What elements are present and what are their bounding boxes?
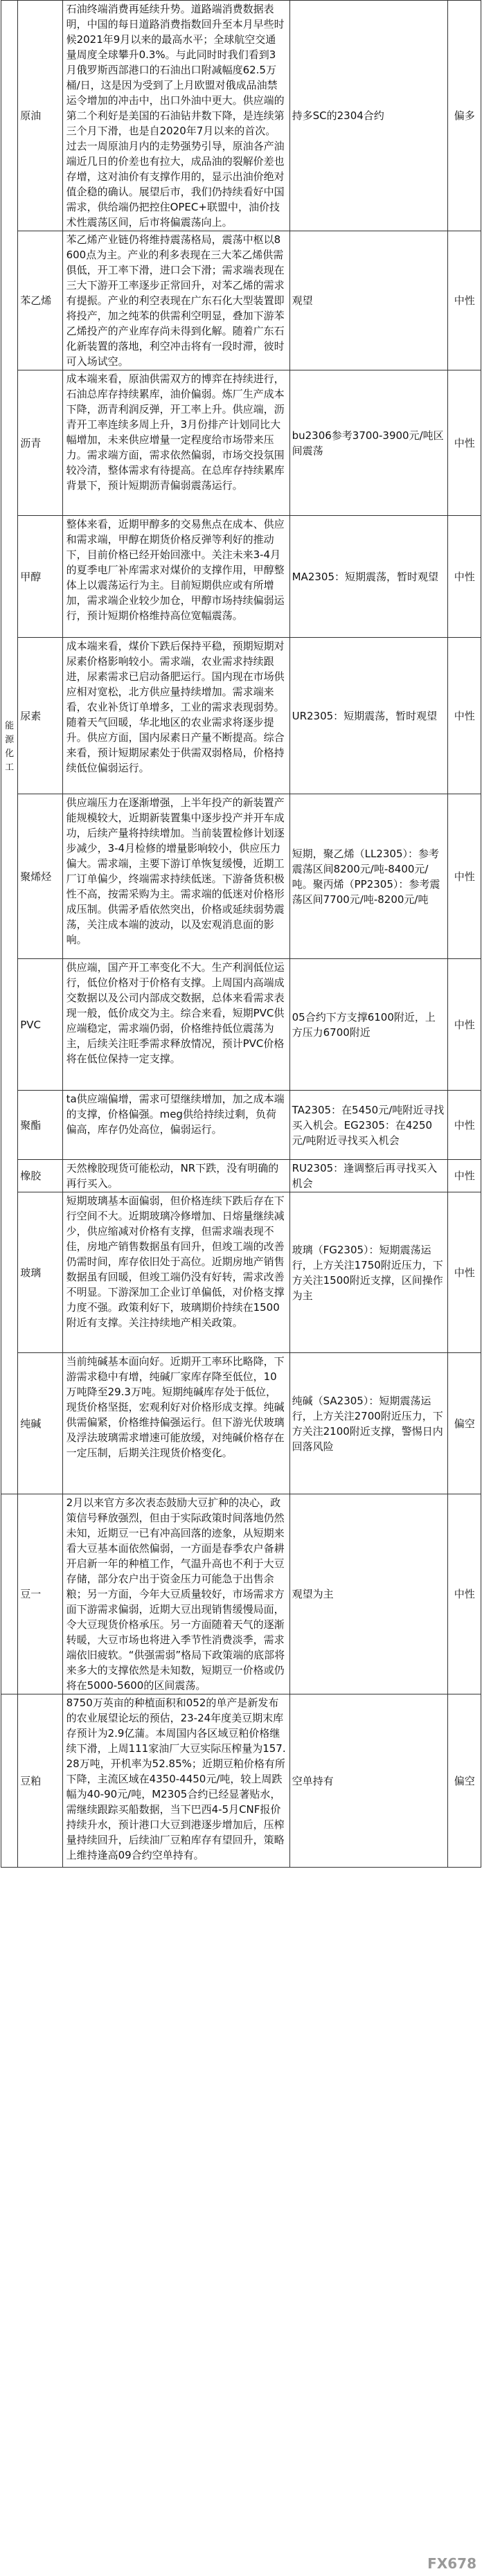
strategy-text: 观望为主: [289, 1494, 448, 1694]
view-label: 中性: [448, 1160, 481, 1192]
strategy-text: 纯碱（SA2305）：短期震荡运行，上方关注2700附近压力，下方关注2100附近支撑，警惕日内回落风险: [289, 1353, 448, 1494]
commodity-name: 苯乙烯: [18, 231, 62, 370]
table-row: [1, 231, 481, 370]
table-row: [1, 370, 481, 516]
view-label: 中性: [448, 370, 481, 516]
analysis-text: 成本端来看，原油供需双方的博弈在持续进行，石油总库存持续累库，油价偏弱。炼厂生产成本下降，沥青利润反弹，开工率上升。供应端，沥青开工率连续多周上升，3月份排产计划同比大幅增加，未来供应增量一定程度给市场带来压力。需求端方面，需求依然偏弱，市场交投氛围较冷清，整体需求有待提高。在总库存持续累库背景下，预计短期沥青偏弱震荡运行。: [62, 370, 289, 516]
commodity-name: 沥青: [18, 370, 62, 516]
table-row: [1, 1353, 481, 1494]
table-row: [1, 1494, 481, 1694]
commodity-name: 尿素: [18, 638, 62, 794]
analysis-text: 整体来看，近期甲醇多的交易焦点在成本、供应和需求端，甲醇在期货价格反弹等利好的推动下，目前价格已经开始回涨中。关注未来3-4月的夏季电厂补库需求对煤价的支撑作用，甲醇整体上以震荡运行为主。目前短期供应或有所增加，需求端企业较少加仓，甲醇市场持续偏弱运行，预计短期价格维持高位宽幅震荡。: [62, 516, 289, 638]
commodity-name: PVC: [18, 959, 62, 1091]
view-label: 偏多: [448, 1, 481, 231]
view-label: 中性: [448, 1091, 481, 1160]
analysis-text: 天然橡胶现货可能松动，NR下跌，没有明确的再行买入。: [62, 1160, 289, 1192]
commodity-name: 聚烯烃: [18, 794, 62, 959]
table-row: [1, 1694, 481, 1868]
view-label: 中性: [448, 516, 481, 638]
table-row: [1, 638, 481, 794]
analysis-text: 当前纯碱基本面向好。近期开工率环比略降，下游需求稳中有增，纯碱厂家库存降至低位，10万吨降至29.3万吨。短期纯碱库存处于低位，现货价格坚挺，宏观利好对价格形成支撑。纯碱供需偏紧，价格维持偏强运行。但下游光伏玻璃及浮法玻璃需求增速可能放缓，对纯碱价格存在一定压制，后期关注现货价格变化。: [62, 1353, 289, 1494]
table-row: [1, 1091, 481, 1160]
strategy-text: TA2305：在5450元/吨附近寻找买入机会。EG2305：在4250元/吨附近寻找买入机会: [289, 1091, 448, 1160]
table-row: [1, 959, 481, 1091]
analysis-text: 短期玻璃基本面偏弱，但价格连续下跌后存在下行空间不大。近期玻璃冷修增加、日熔量继续减少，供应缩减对价格有支撑，但需求端表现不佳，房地产销售数据虽有回升，但竣工端的改善仍需时间，库存依旧处于高位。近期房地产销售数据虽有回暖，但竣工端仍没有好转，需求改善不明显。下游深加工企业订单偏低，对价格支撑力度不强。政策利好下，玻璃期价持续在1500附近有支撑。关注持续地产相关政策。: [62, 1192, 289, 1353]
strategy-text: 玻璃（FG2305）：短期震荡运行，上方关注1750附近压力，下方关注1500附近支撑，区间操作为主: [289, 1192, 448, 1353]
view-label: 偏空: [448, 1353, 481, 1494]
analysis-text: 2月以来官方多次表态鼓励大豆扩种的决心，政策信号释放强烈，但由于实际政策时间落地仍然未知，近期豆一已有冲高回落的迹象，从短期来看大豆基本面依然偏弱，一方面是春季农户备耕开启新一年的种植工作，气温升高也不利于大豆存储，部分农户出于资金压力可能急于出售余粮；另一方面，今年大豆质量较好，市场需求方面下游需求偏弱，近期大豆出现销售缓慢局面，令大豆现货价格承压。另一方面随着天气的逐渐转暖，大豆市场也将进入季节性消费淡季，需求端依旧疲软。“供强需弱”格局下政策端的底部将来多大的支撑依然是未知数，短期豆一价格或仍将在5000-5600的区间震荡。: [62, 1494, 289, 1694]
strategy-text: 持多SC的2304合约: [289, 1, 448, 231]
table-row: [1, 1, 481, 231]
table-row: [1, 1192, 481, 1353]
view-label: 中性: [448, 638, 481, 794]
analysis-text: 苯乙烯产业链仍将维持震荡格局，震荡中枢以8600点为主。产业的利多表现在三大苯乙烯供需俱低，开工率下滑，进口会下滑；需求端表现在三大下游开工率逐步正常回升，对苯乙烯的需求有提振。产业的利空表现在广东石化大型装置即将投产，加之纯苯的供需利空明显，叠加下游苯乙烯投产的产业库存尚未得到化解。随着广东石化新装置的落地，利空冲击将有一段时滞，彼时可入场试空。: [62, 231, 289, 370]
strategy-text: 短期，聚乙烯（LL2305）：参考震荡区间8200元/吨-8400元/吨。聚丙烯（PP2305）：参考震荡区间7700元/吨-8200元/吨: [289, 794, 448, 959]
category-cell: [1, 1, 18, 1494]
view-label: 中性: [448, 794, 481, 959]
strategy-text: RU2305：逢调整后再寻找买入机会: [289, 1160, 448, 1192]
commodity-name: 甲醇: [18, 516, 62, 638]
commodity-name: 豆粕: [18, 1694, 62, 1868]
strategy-text: 观望: [289, 231, 448, 370]
commodity-name: 豆一: [18, 1494, 62, 1694]
strategy-text: 05合约下方支撑6100附近，上方压力6700附近: [289, 959, 448, 1091]
analysis-text: 石油终端消费再延续升势。道路端消费数据表明，中国的每日道路消费指数回升至本月早些时候2021年9月以来的最高水平；全球航空交通量周度全球攀升0.3%。与此同时时我们看到3月俄罗斯西部港口的石油出口附减幅度62.5万桶/日，这是因为受到了上月欧盟对俄成品油禁运令增加的冲击中，出口外油中更大。供应端的第二个利好是美国的石油钻井数下降，是连续第三个月下滑，也是自2020年7月以来的首次。过去一周原油月内的走势强势引导，原油各产油端近几日的价差也有拉大，成品油的裂解价差也存增，这对油价有支撑作用的，显示出油价绝对值企稳的确认。展望后市，我们仍持续看好中国需求，供给端仍把控住OPEC+联盟中，油价技术性震荡区间，后市将偏震荡向上。: [62, 1, 289, 231]
analysis-text: 8750万英亩的种植面积和052的单产是新发布的农业展望论坛的预估，23-24年度美豆期末库存预计为2.9亿蒲。本周国内各区域豆粕价格继续下滑，上周111家油厂大豆实际压榨量为157.28万吨，开机率为52.85%；近期豆粕价格有所下降，主流区域在4350-4450元/吨，较上周跌幅为40-90元/吨，M2305合约已经显著贴水，需继续跟踪买船数据，当下巴西4-5月CNF报价持续升水，预计港口大豆到港逐步增加后，压榨量持续回升，后续油厂豆粕库存有望回升，策略上维持逢高09合约空单持有。: [62, 1694, 289, 1868]
analysis-text: ta供应端偏增，需求可望继续增加，加之成本端的支撑，价格偏强。meg供给持续过剩，负荷偏高，库存仍处高位，偏弱运行。: [62, 1091, 289, 1160]
commodity-strategy-table: [1, 0, 481, 1868]
view-label: 中性: [448, 959, 481, 1091]
category-label: 能源化工: [5, 721, 15, 773]
category-cell-empty: [1, 1694, 18, 1868]
table-row: [1, 1160, 481, 1192]
commodity-name: 玻璃: [18, 1192, 62, 1353]
analysis-text: 成本端来看，煤价下跌后保持平稳，预期短期对尿素价格影响较小。需求端，农业需求持续跟进，尿素需求已启动备肥运行。国内现在市场供应相对宽松，北方供应量持续增加。需求端来看，农业补货订单增多，工业的需求表现弱势。随着天气回暖，华北地区的农业需求将逐步提升。供应方面，国内尿素日产量不断提高。综合来看，预计短期尿素处于供需双弱格局，价格持续低位偏弱运行。: [62, 638, 289, 794]
commodity-name: 聚酯: [18, 1091, 62, 1160]
strategy-text: 空单持有: [289, 1694, 448, 1868]
strategy-text: MA2305：短期震荡，暂时观望: [289, 516, 448, 638]
strategy-text: bu2306参考3700-3900元/吨区间震荡: [289, 370, 448, 516]
view-label: 中性: [448, 231, 481, 370]
analysis-text: 供应端压力在逐渐增强，上半年投产的新装置产能规模较大，近期新装置集中逐步投产并开车成功，后续产量将持续增加。当前装置检修计划逐步减少，3-4月检修的增量影响较小，供应压力偏大。需求端，主要下游订单恢复缓慢，近期工厂订单偏少，终端需求持续低迷。下游备货积极性不高，按需采购为主。需求端的低迷对价格形成压制。供需矛盾依然突出，价格或延续弱势震荡，关注成本端的波动，以及宏观消息面的影响。: [62, 794, 289, 959]
analysis-text: 供应端，国产开工率变化不大。生产利润低位运行，低位价格对于价格有支撑。上周国内高端成交数据以及公司内部成交数据，总体来看需求表现一般，低价成交为主。综合来看，短期PVC供应端稳定，需求端仍弱，价格维持低位震荡为主，后续关注旺季需求释放情况，预计PVC价格将在低位保持一定支撑。: [62, 959, 289, 1091]
commodity-name: 原油: [18, 1, 62, 231]
strategy-text: UR2305：短期震荡，暂时观望: [289, 638, 448, 794]
table-row: [1, 516, 481, 638]
view-label: 中性: [448, 1494, 481, 1694]
table-row: [1, 794, 481, 959]
view-label: 偏空: [448, 1694, 481, 1868]
commodity-name: 纯碱: [18, 1353, 62, 1494]
category-cell-empty: [1, 1494, 18, 1694]
commodity-name: 橡胶: [18, 1160, 62, 1192]
watermark-logo: FX678: [427, 2555, 476, 2572]
view-label: 中性: [448, 1192, 481, 1353]
